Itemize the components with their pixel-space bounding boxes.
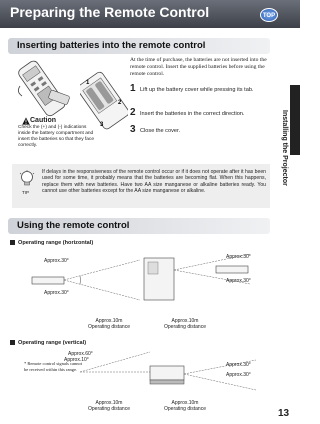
v-dist-right — [158, 400, 212, 412]
remote-side-view-right — [216, 266, 248, 273]
remote-control-illustration — [12, 56, 72, 118]
tip-text: If delays in the responsiveness of the remote control occur or if it does not operate after it has been used for some time, it probably means that the batteries are becoming flat. When this happens, replace them with new batteries. Have two AA size manganese or alkaline batteries ready. You cannot use other batteries except for the AA size manganese or alkaline. — [42, 169, 266, 194]
horizontal-range-heading — [10, 240, 93, 246]
battery-insertion-illustration — [80, 70, 128, 130]
vertical-range-note: * Remote control signals cannot be received within this range. — [24, 361, 82, 372]
vertical-range-heading — [10, 340, 86, 346]
tip-label: TIP — [22, 190, 30, 195]
h-angle-top-right-1: Approx.30° — [226, 254, 251, 260]
side-label-text: Installing the Projector — [281, 110, 288, 186]
caution-icon — [22, 117, 30, 125]
projector-side-view — [150, 366, 184, 380]
h-dist-left-caption: Operating distance — [88, 324, 130, 330]
section-heading-text: Inserting batteries into the remote control — [17, 40, 206, 51]
v-dist-left — [84, 400, 134, 412]
v-angle-left-2: Approx.10° — [64, 357, 89, 363]
step-number: 1 — [130, 83, 136, 94]
h-dist-right-value: Approx.10m — [171, 318, 199, 324]
step-marker-3: 3 — [100, 122, 104, 128]
top-button[interactable]: TOP — [260, 8, 278, 22]
page-number: 13 — [278, 408, 290, 419]
step-text: Close the cover. — [140, 128, 181, 134]
caution-title: Caution — [30, 117, 57, 124]
section-heading-batteries — [8, 38, 270, 54]
v-dist-right-caption: Operating distance — [164, 406, 206, 412]
tip-lightbulb-icon — [18, 170, 36, 188]
vertical-range-heading-text: Operating range (vertical) — [18, 340, 87, 346]
step-text: Lift up the battery cover while pressing its tab. — [140, 87, 254, 93]
page-title: Preparing the Remote Control — [10, 4, 210, 20]
step-text: Insert the batteries in the correct direction. — [140, 111, 245, 117]
v-angle-right-2: Approx.30° — [226, 372, 251, 378]
v-dist-left-caption: Operating distance — [88, 406, 130, 412]
h-angle-top-left: Approx.30° — [44, 258, 69, 264]
bullet-square-icon — [10, 340, 15, 345]
v-angle-right-1: Approx.30° — [226, 362, 251, 368]
side-label — [276, 110, 290, 200]
step-number: 3 — [130, 124, 136, 135]
batteries-intro: At the time of purchase, the batteries are not inserted into the remote control. Insert the supplied batteries before using the remote control. — [130, 57, 267, 77]
section-heading-text: Using the remote control — [17, 220, 130, 231]
h-angle-bottom-left: Approx.30° — [44, 290, 69, 296]
caution-text: Check the (+) and (-) indications inside the battery compartment and insert the batteries so that they face correctly. — [18, 125, 94, 148]
step-marker-2: 2 — [118, 100, 122, 106]
v-dist-right-value: Approx.10m — [171, 400, 199, 406]
v-dist-left-value: Approx.10m — [95, 400, 123, 406]
h-dist-right — [158, 318, 212, 330]
bullet-square-icon — [10, 240, 15, 245]
h-dist-right-caption: Operating distance — [164, 324, 206, 330]
title-bar — [0, 0, 300, 28]
step-marker-1: 1 — [86, 80, 90, 86]
tip-box — [12, 164, 270, 208]
h-dist-left-value: Approx.10m — [95, 318, 123, 324]
step-number: 2 — [130, 107, 136, 118]
h-dist-left — [84, 318, 134, 330]
remote-side-view — [32, 277, 64, 284]
horizontal-range-heading-text: Operating range (horizontal) — [18, 240, 94, 246]
section-heading-using — [8, 218, 270, 234]
h-angle-top-right-2: Approx.30° — [226, 278, 251, 284]
v-angle-left-1: Approx.60° — [68, 351, 93, 357]
side-tab-marker — [290, 85, 300, 155]
